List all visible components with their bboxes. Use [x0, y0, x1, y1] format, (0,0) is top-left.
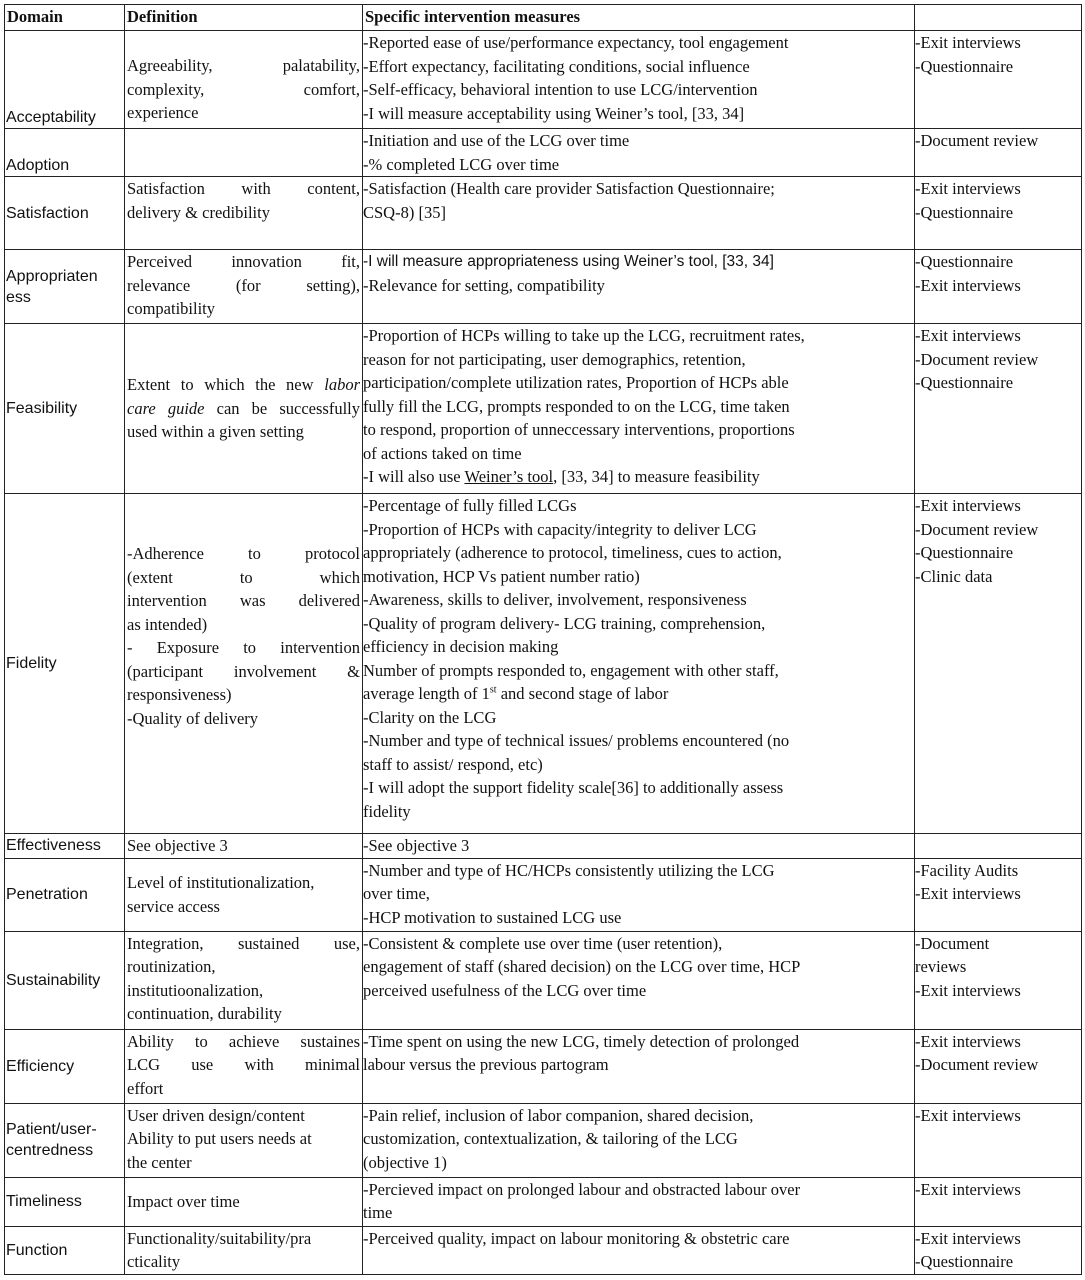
table-row	[5, 129, 1082, 177]
definition-line: intervention was delivered	[127, 591, 360, 610]
domain-cell	[5, 250, 125, 324]
tool-line: -Exit interviews	[915, 326, 1021, 345]
tool-line: -Document review	[915, 349, 1039, 369]
domain-cell	[5, 1103, 125, 1177]
measures-cell	[363, 858, 915, 931]
tool-line: -Exit interviews	[915, 1105, 1021, 1125]
table-row	[5, 1226, 1082, 1274]
domain-cell: Acceptability	[5, 31, 125, 129]
definition-text: Extent to which the new	[127, 375, 314, 395]
measures-cell	[363, 1103, 915, 1177]
measures-cell	[363, 250, 915, 324]
measure-line: fully fill the LCG, prompts responded to on the LCG, time taken	[363, 396, 790, 416]
tool-line: -Facility Audits	[915, 860, 1019, 880]
measure-line: -Number and type of HC/HCPs consistently utilizing the LCG	[363, 860, 775, 880]
measures-cell	[363, 834, 915, 859]
tool-line: -Exit interviews	[915, 1179, 1021, 1199]
definition-cell	[125, 858, 363, 931]
tools-cell	[915, 931, 1082, 1029]
measure-line: -Proportion of HCPs with capacity/integrity to deliver LCG	[363, 519, 757, 539]
measure-line: -Satisfaction (Health care provider Satisfaction Questionnaire;	[363, 179, 775, 198]
definition-line: complexity, comfort,	[127, 79, 360, 99]
measure-line: -Awareness, skills to deliver, involvement, responsiveness	[363, 590, 747, 609]
tool-line: -Exit interviews	[915, 33, 1021, 52]
measure-line: -Percentage of fully filled LCGs	[363, 496, 577, 515]
measures-cell	[363, 31, 915, 129]
tools-cell	[915, 1029, 1082, 1103]
tools-cell	[915, 31, 1082, 129]
measures-cell	[363, 177, 915, 250]
domain-cell: Efficiency	[5, 1029, 125, 1103]
measures-cell	[363, 1177, 915, 1226]
measure-line: -Reported ease of use/performance expectancy, tool engagement	[363, 33, 789, 52]
definition-line: - Exposure to intervention	[127, 638, 360, 657]
measure-line: over time,	[363, 884, 430, 903]
domain-line: Appropriaten	[6, 267, 98, 285]
tool-line: -Exit interviews	[915, 1228, 1021, 1248]
measure-line: customization, contextualization, & tailoring of the LCG	[363, 1129, 738, 1148]
measure-line: participation/complete utilization rates, Proportion of HCPs able	[363, 373, 789, 392]
measure-line: -Time spent on using the new LCG, timely detection of prolonged	[363, 1031, 800, 1051]
measure-line: CSQ-8) [35]	[363, 202, 446, 222]
definition-line: delivery & credibility	[127, 202, 270, 222]
definition-line: -Adherence to protocol	[127, 544, 360, 563]
tools-cell	[915, 250, 1082, 324]
table-row	[5, 1103, 1082, 1177]
measure-line: -See objective 3	[363, 836, 470, 855]
measure-line: of actions taked on time	[363, 443, 522, 463]
definition-line: as intended)	[127, 614, 208, 634]
tool-line: -Exit interviews	[915, 496, 1021, 515]
measure-line: -HCP motivation to sustained LCG use	[363, 907, 622, 927]
measure-line: -I will adopt the support fidelity scale[36] to additionally assess	[363, 778, 784, 797]
definition-cell	[125, 129, 363, 177]
definition-cell	[125, 1226, 363, 1274]
measure-line: -Effort expectancy, facilitating conditions, social influence	[363, 56, 750, 76]
tools-cell	[915, 177, 1082, 250]
definition-cell	[125, 931, 363, 1029]
tool-line: reviews	[915, 957, 967, 976]
measure-line: efficiency in decision making	[363, 637, 559, 656]
definition-line: experience	[127, 103, 199, 122]
measure-line: reason for not participating, user demographics, retention,	[363, 349, 746, 369]
header-measures: Specific intervention measures	[363, 5, 915, 31]
definition-line: Impact over time	[127, 1191, 240, 1211]
table-row	[5, 858, 1082, 931]
tool-line: -Questionnaire	[915, 543, 1014, 562]
tool-line: -Document review	[915, 1055, 1039, 1074]
tool-line: -Questionnaire	[915, 202, 1014, 222]
definition-line: See objective 3	[127, 836, 228, 855]
measure-text: average length of 1	[363, 684, 490, 703]
measure-line: -Initiation and use of the LCG over time	[363, 131, 630, 150]
tool-line: -Document review	[915, 519, 1039, 539]
implementation-outcomes-table	[4, 4, 1082, 1275]
measure-line: labour versus the previous partogram	[363, 1055, 609, 1074]
measures-cell	[363, 324, 915, 494]
measures-cell	[363, 494, 915, 834]
tools-cell	[915, 494, 1082, 834]
measure-line: -Self-efficacy, behavioral intention to use LCG/intervention	[363, 80, 758, 99]
domain-cell: Sustainability	[5, 931, 125, 1029]
measure-line: (objective 1)	[363, 1152, 447, 1172]
domain-line: centredness	[6, 1142, 94, 1159]
definition-cell	[125, 1029, 363, 1103]
tool-line: -Document	[915, 933, 990, 953]
definition-line: effort	[127, 1078, 164, 1098]
definition-line: (participant involvement &	[127, 661, 360, 681]
tool-line: -Exit interviews	[915, 884, 1021, 903]
measure-line: -Percieved impact on prolonged labour and obstracted labour over	[363, 1179, 801, 1199]
measure-line: -I will measure appropriateness using Weiner’s tool, [33, 34]	[363, 253, 774, 270]
table-row	[5, 250, 1082, 324]
table-row	[5, 177, 1082, 250]
measure-line: Number of prompts responded to, engagement with other staff,	[363, 660, 779, 680]
header-definition: Definition	[125, 5, 363, 31]
table-row	[5, 494, 1082, 834]
measure-text: -I will also use	[363, 467, 465, 486]
table-row	[5, 31, 1082, 129]
definition-italic-text: labor care guide	[127, 375, 360, 418]
definition-line: continuation, durability	[127, 1004, 282, 1023]
measure-line: -Clarity on the LCG	[363, 707, 497, 727]
tool-line: -Questionnaire	[915, 252, 1014, 271]
domain-cell: Adoption	[5, 129, 125, 177]
definition-line: cticality	[127, 1252, 181, 1271]
domain-cell: Fidelity	[5, 494, 125, 834]
measure-line: motivation, HCP Vs patient number ratio)	[363, 566, 640, 586]
definition-cell	[125, 177, 363, 250]
definition-cell	[125, 1177, 363, 1226]
definition-line: Functionality/suitability/pra	[127, 1228, 312, 1248]
tool-line: -Document review	[915, 131, 1039, 150]
tool-line: -Questionnaire	[915, 1252, 1014, 1271]
definition-line: routinization,	[127, 957, 216, 976]
measure-line: perceived usefulness of the LCG over time	[363, 980, 647, 1000]
domain-line: Patient/user-	[6, 1121, 97, 1138]
definition-line: relevance (for setting),	[127, 275, 360, 295]
domain-cell: Penetration	[5, 858, 125, 931]
tool-line: -Exit interviews	[915, 179, 1021, 198]
header-tools	[915, 5, 1082, 31]
table-row	[5, 1029, 1082, 1103]
measure-line: -% completed LCG over time	[363, 154, 560, 174]
tools-cell	[915, 1226, 1082, 1274]
table-row	[5, 931, 1082, 1029]
header-domain: Domain	[5, 5, 125, 31]
tool-line: -Questionnaire	[915, 373, 1014, 392]
definition-cell	[125, 834, 363, 859]
domain-cell: Function	[5, 1226, 125, 1274]
measures-cell	[363, 931, 915, 1029]
table-row	[5, 834, 1082, 859]
definition-cell	[125, 494, 363, 834]
measure-line: -Relevance for setting, compatibility	[363, 275, 605, 295]
definition-line: (extent to which	[127, 567, 360, 587]
definition-cell	[125, 1103, 363, 1177]
definition-line: Satisfaction with content,	[127, 179, 360, 198]
measure-line: -Proportion of HCPs willing to take up the LCG, recruitment rates,	[363, 326, 805, 345]
measure-line: -Pain relief, inclusion of labor companion, shared decision,	[363, 1105, 754, 1125]
domain-cell: Satisfaction	[5, 177, 125, 250]
definition-line: Ability to put users needs at	[127, 1129, 312, 1148]
tools-cell	[915, 324, 1082, 494]
tool-line: -Exit interviews	[915, 275, 1021, 295]
definition-line: responsiveness)	[127, 685, 232, 704]
table-row	[5, 1177, 1082, 1226]
definition-line: Ability to achieve sustaines	[127, 1031, 360, 1051]
measure-line: -Quality of program delivery- LCG training, comprehension,	[363, 613, 766, 633]
measures-cell	[363, 1029, 915, 1103]
tools-cell	[915, 1103, 1082, 1177]
definition-cell	[125, 250, 363, 324]
definition-line: LCG use with minimal	[127, 1055, 360, 1074]
measure-line: staff to assist/ respond, etc)	[363, 754, 543, 774]
tools-cell	[915, 129, 1082, 177]
measure-line: -Perceived quality, impact on labour monitoring & obstetric care	[363, 1228, 790, 1248]
definition-cell	[125, 324, 363, 494]
tool-line: -Questionnaire	[915, 56, 1014, 76]
tools-cell	[915, 858, 1082, 931]
definition-text: can be successfully used within a given setting	[127, 398, 360, 442]
measure-line	[363, 682, 914, 706]
superscript: st	[489, 684, 497, 696]
definition-line: service access	[127, 896, 220, 916]
definition-line: compatibility	[127, 299, 215, 318]
definition-line: institutioonalization,	[127, 980, 264, 1000]
domain-line: ess	[6, 288, 31, 306]
header-row	[5, 5, 1082, 31]
domain-cell: Feasibility	[5, 324, 125, 494]
tools-cell	[915, 834, 1082, 859]
definition-line: Agreeability, palatability,	[127, 56, 360, 75]
domain-cell: Timeliness	[5, 1177, 125, 1226]
measure-underlined-text: Weiner’s tool	[464, 467, 554, 486]
measure-text: , [33, 34] to measure feasibility	[553, 467, 760, 486]
definition-line: Level of institutionalization,	[127, 873, 315, 892]
definition-line: Integration, sustained use,	[127, 933, 360, 953]
measure-line: -Number and type of technical issues/ problems encountered (no	[363, 731, 790, 750]
measure-line: time	[363, 1203, 393, 1222]
definition-line: the center	[127, 1152, 192, 1172]
measure-line: fidelity	[363, 801, 411, 821]
tool-line: -Clinic data	[915, 566, 993, 586]
measure-line	[363, 465, 914, 489]
table-row	[5, 324, 1082, 494]
measure-line: appropriately (adherence to protocol, timeliness, cues to action,	[363, 543, 782, 562]
measures-cell	[363, 129, 915, 177]
measure-text: and second stage of labor	[496, 684, 669, 703]
tool-line: -Exit interviews	[915, 980, 1021, 1000]
measure-line: -I will measure acceptability using Weiner’s tool, [33, 34]	[363, 103, 745, 123]
tool-line: -Exit interviews	[915, 1031, 1021, 1051]
measure-line: to respond, proportion of unneccessary interventions, proportions	[363, 420, 795, 439]
definition-line: User driven design/content	[127, 1105, 305, 1125]
measure-line: engagement of staff (shared decision) on the LCG over time, HCP	[363, 957, 801, 976]
tools-cell	[915, 1177, 1082, 1226]
definition-line: -Quality of delivery	[127, 708, 259, 728]
definition-cell	[125, 31, 363, 129]
definition-line: Perceived innovation fit,	[127, 252, 360, 271]
measure-line: -Consistent & complete use over time (user retention),	[363, 933, 723, 953]
measures-cell	[363, 1226, 915, 1274]
domain-cell: Effectiveness	[5, 834, 125, 859]
